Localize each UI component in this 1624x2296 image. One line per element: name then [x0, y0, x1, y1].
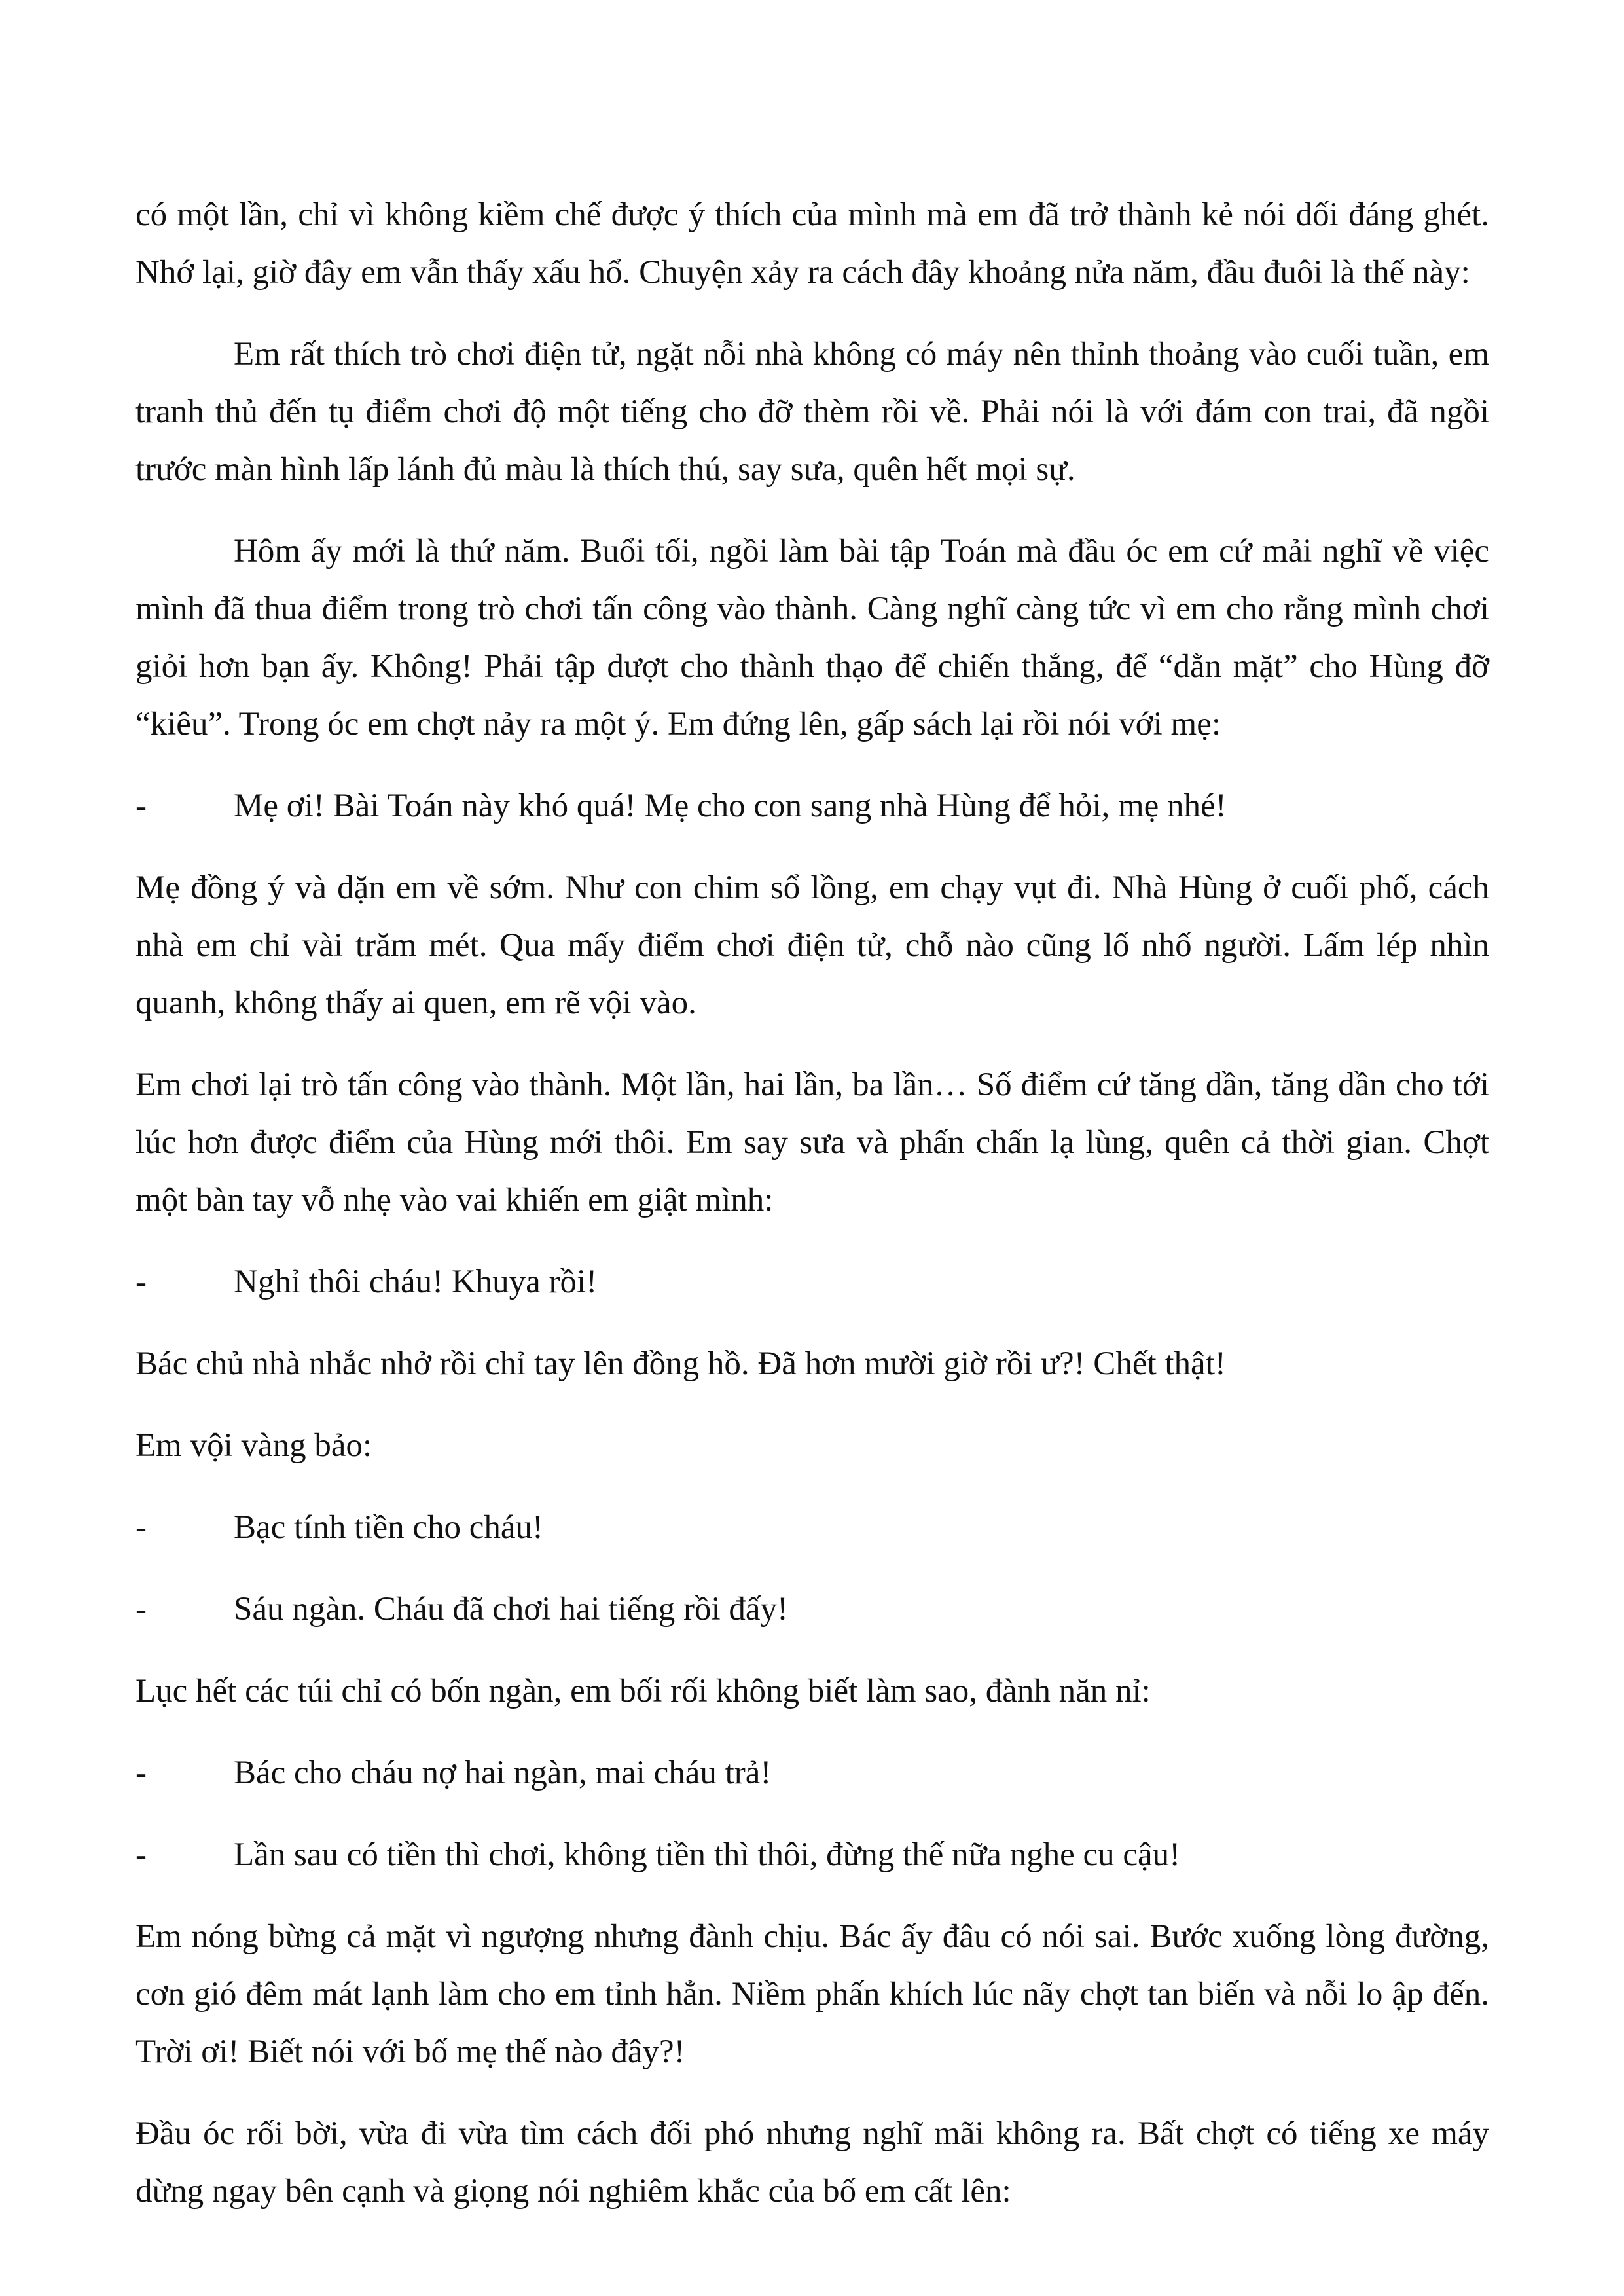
dialogue-text: Mẹ ơi! Bài Toán này khó quá! Mẹ cho con sang nhà Hùng để hỏi, mẹ nhé! [234, 788, 1227, 824]
dialogue-line-2 [135, 1253, 1489, 1311]
paragraph-7: Em vội vàng bảo: [135, 1427, 372, 1464]
dialogue-line-6 [135, 1826, 1489, 1884]
document-body [135, 186, 1489, 2244]
dialogue-line-5 [135, 1744, 1489, 1802]
paragraph-3: Hôm ấy mới là thứ năm. Buổi tối, ngồi làm bài tập Toán mà đầu óc em cứ mải nghĩ về việc mình đã thua điểm trong trò chơi tấn công vào thành. Càng nghĩ càng tức vì em cho rằng mình chơi giỏi hơn bạn ấy. Không! Phải tập dượt cho thành thạo để chiến thắng, để “dằn mặt” cho Hùng đỡ “kiêu”. Trong óc em chợt nảy ra một ý. Em đứng lên, gấp sách lại rồi nói với mẹ: [135, 533, 1489, 742]
paragraph-1: có một lần, chỉ vì không kiềm chế được ý thích của mình mà em đã trở thành kẻ nói dối đáng ghét. Nhớ lại, giờ đây em vẫn thấy xấu hổ. Chuyện xảy ra cách đây khoảng nửa năm, đầu đuôi là thế này: [135, 196, 1489, 291]
dialogue-text: Sáu ngàn. Cháu đã chơi hai tiếng rồi đấy! [234, 1591, 789, 1628]
dialogue-text: Nghỉ thôi cháu! Khuya rồi! [234, 1264, 598, 1300]
dialogue-line-1 [135, 777, 1489, 835]
dialogue-dash: - [135, 1264, 147, 1300]
paragraph-4: Mẹ đồng ý và dặn em về sớm. Như con chim sổ lồng, em chạy vụt đi. Nhà Hùng ở cuối phố, cách nhà em chỉ vài trăm mét. Qua mấy điểm chơi điện tử, chỗ nào cũng lố nhố người. Lấm lép nhìn quanh, không thấy ai quen, em rẽ vội vào. [135, 869, 1489, 1021]
dialogue-dash: - [135, 1755, 147, 1791]
dialogue-line-3 [135, 1499, 1489, 1556]
dialogue-dash: - [135, 1591, 147, 1628]
dialogue-text: Lần sau có tiền thì chơi, không tiền thì thôi, đừng thế nữa nghe cu cậu! [234, 1836, 1181, 1873]
paragraph-8: Lục hết các túi chỉ có bốn ngàn, em bối rối không biết làm sao, đành năn nỉ: [135, 1673, 1151, 1709]
dialogue-text: Bạc tính tiền cho cháu! [234, 1509, 543, 1546]
dialogue-text: Bác cho cháu nợ hai ngàn, mai cháu trả! [234, 1755, 772, 1791]
paragraph-6: Bác chủ nhà nhắc nhở rồi chỉ tay lên đồng hồ. Đã hơn mười giờ rồi ư?! Chết thật! [135, 1345, 1226, 1382]
dialogue-dash: - [135, 788, 147, 824]
paragraph-9: Em nóng bừng cả mặt vì ngượng nhưng đành chịu. Bác ấy đâu có nói sai. Bước xuống lòng đường, cơn gió đêm mát lạnh làm cho em tỉnh hẳn. Niềm phấn khích lúc nãy chợt tan biến và nỗi lo ập đến. Trời ơi! Biết nói với bố mẹ thế nào đây?! [135, 1918, 1489, 2070]
dialogue-line-4 [135, 1580, 1489, 1638]
paragraph-5: Em chơi lại trò tấn công vào thành. Một lần, hai lần, ba lần… Số điểm cứ tăng dần, tăng dần cho tới lúc hơn được điểm của Hùng mới thôi. Em say sưa và phấn chấn lạ lùng, quên cả thời gian. Chợt một bàn tay vỗ nhẹ vào vai khiến em giật mình: [135, 1066, 1489, 1218]
dialogue-dash: - [135, 1836, 147, 1873]
paragraph-2: Em rất thích trò chơi điện tử, ngặt nỗi nhà không có máy nên thỉnh thoảng vào cuối tuần, em tranh thủ đến tụ điểm chơi độ một tiếng cho đỡ thèm rồi về. Phải nói là với đám con trai, đã ngồi trước màn hình lấp lánh đủ màu là thích thú, say sưa, quên hết mọi sự. [135, 336, 1489, 488]
paragraph-10: Đầu óc rối bời, vừa đi vừa tìm cách đối phó nhưng nghĩ mãi không ra. Bất chợt có tiếng xe máy dừng ngay bên cạnh và giọng nói nghiêm khắc của bố em cất lên: [135, 2115, 1489, 2210]
dialogue-dash: - [135, 1509, 147, 1546]
